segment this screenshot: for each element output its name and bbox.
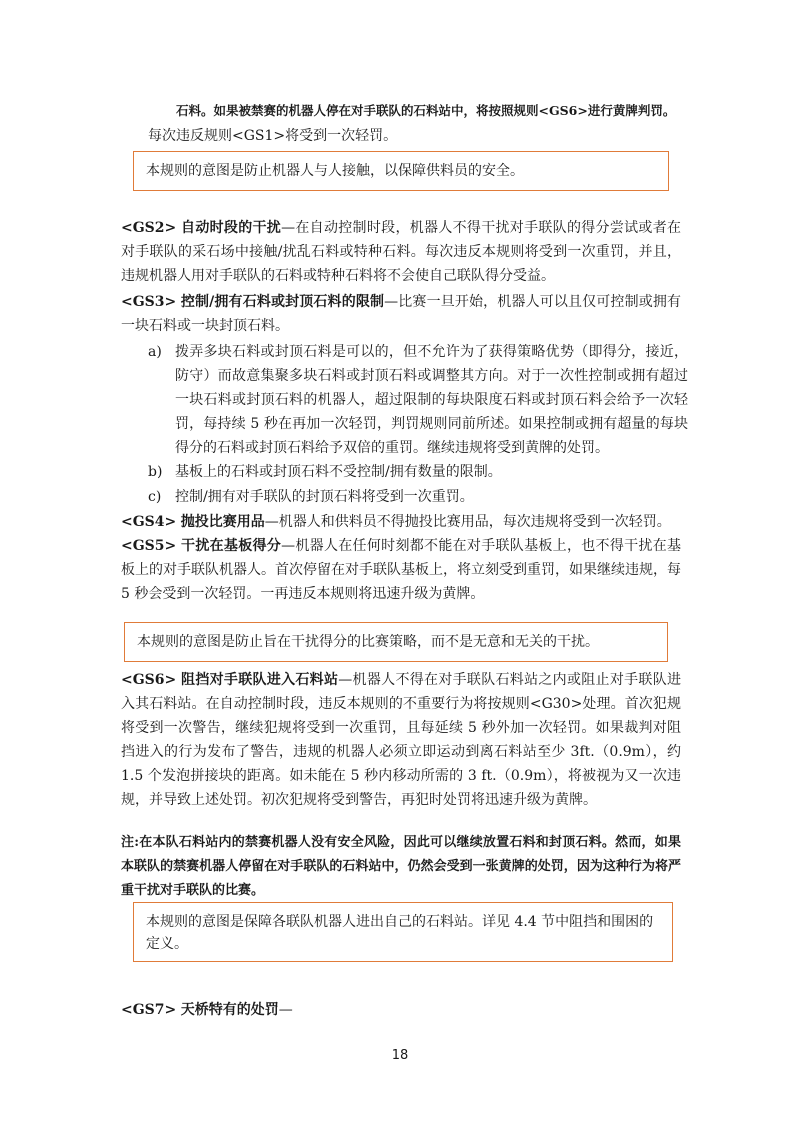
rule-gs5 [121, 534, 681, 606]
rule-gs2 [121, 216, 681, 288]
continuation-text: 石料。如果被禁赛的机器人停在对手联队的石料站中，将按照规则<GS6>进行黄牌判罚。 [176, 103, 676, 118]
list-item-text: 拨弄多块石料或封顶石料是可以的，但不允许为了获得策略优势（即得分，接近，防守）而故意集聚多块石料或封顶石料或调整其方向。对于一次性控制或拥有超过一块石料或封顶石料的机器人，超过限制的每块限度石料或封顶石料会给予一次轻罚，每持续 5 秒在再加一次轻罚，判罚规则同前所述。如果控制或拥有超量的每块得分的石料或封顶石料给予双倍的重罚。继续违规将受到黄牌的处罚。 [175, 344, 688, 456]
rule-title: 阻挡对手联队进入石料站 [181, 672, 339, 688]
rule-text: —机器人和供料员不得抛投比赛用品，每次违规将受到一次轻罚。 [264, 514, 671, 530]
rule-code: <GS4> [121, 514, 177, 530]
rule-text: —比赛一旦开始，机器人可以且仅可控制或拥有一块石料或一块封顶石料。 [121, 294, 681, 334]
rule-title: 干扰在基板得分 [181, 538, 282, 554]
list-marker: b) [148, 464, 163, 480]
note-text: 注:在本队石料站内的禁赛机器人没有安全风险，因此可以继续放置石料和封顶石料。然而，如果本联队的禁赛机器人停留在对手联队的石料站中，仍然会受到一张黄牌的处罚，因为这种行为将严重干扰对手联队的比赛。 [121, 835, 681, 898]
rule-code: <GS5> [121, 538, 177, 554]
rule-title: 控制/拥有石料或封顶石料的限制 [180, 294, 385, 310]
rule-gs7 [121, 998, 681, 1022]
list-item [148, 485, 688, 509]
list-item [148, 340, 688, 460]
rule-code: <GS6> [121, 672, 177, 688]
rule-code: <GS2> [121, 220, 177, 236]
intent-text: 本规则的意图是保障各联队机器人进出自己的石料站。详见 4.4 节中阻挡和围困的定义。 [146, 914, 654, 952]
intent-box-gs6 [133, 902, 673, 962]
rule-title: 抛投比赛用品 [180, 514, 265, 530]
rule-text: —机器人在任何时刻都不能在对手联队基板上，也不得干扰在基板上的对手联队机器人。首次停留在对手联队基板上，将立刻受到重罚，如果继续违规，每 5 秒会受到一次轻罚。一再违反本规则将迅速升级为黄牌。 [121, 538, 682, 602]
rule-text: —在自动控制时段，机器人不得干扰对手联队的得分尝试或者在对手联队的采石场中接触/扰乱石料或特种石料。每次违反本规则将受到一次重罚，并且，违规机器人用对手联队的石料或特种石料将不会使自己联队得分受益。 [121, 220, 682, 284]
rule-code: <GS7> [121, 1002, 177, 1018]
rule-title: 天桥特有的处罚 [180, 1002, 279, 1018]
rule-text: —机器人不得在对手联队石料站之内或阻止对手联队进入其石料站。在自动控制时段，违反本规则的不重要行为将按规则<G30>处理。首次犯规将受到一次警告，继续犯规将受到一次重罚，且每延续 5 秒外加一次轻罚。如果裁判对阻挡进入的行为发布了警告，违规的机器人必须立即运动到离石料站至少 3ft.（0.9m），约 1.5 个发泡拼接块的距离。如未能在 5 秒内移动所需的 3 ft.（0.9m），将被视为又一次违规，并导致上述处罚。初次犯规将受到警告，再犯时处罚将迅速升级为黄牌。 [121, 672, 682, 808]
rule-code: <GS3> [121, 294, 177, 310]
page-number: 18 [391, 1048, 409, 1063]
intent-box-gs5 [124, 622, 668, 662]
list-item [148, 460, 688, 484]
rule-text: — [278, 1002, 293, 1018]
intent-box-gs1 [133, 151, 669, 191]
intent-text: 本规则的意图是防止旨在干扰得分的比赛策略，而不是无意和无关的干扰。 [137, 634, 599, 650]
rule-title: 自动时段的干扰 [181, 220, 282, 236]
gs1-penalty-text: 每次违反规则<GS1>将受到一次轻罚。 [148, 128, 398, 144]
list-marker: a) [148, 344, 162, 360]
list-item-text: 控制/拥有对手联队的封顶石料将受到一次重罚。 [175, 489, 474, 505]
rule-gs4 [121, 510, 681, 534]
list-marker: c) [148, 489, 162, 505]
rule-gs6 [121, 668, 681, 812]
rule-gs3 [121, 290, 681, 338]
intent-text: 本规则的意图是防止机器人与人接触，以保障供料员的安全。 [146, 163, 524, 179]
list-item-text: 基板上的石料或封顶石料不受控制/拥有数量的限制。 [175, 464, 502, 480]
